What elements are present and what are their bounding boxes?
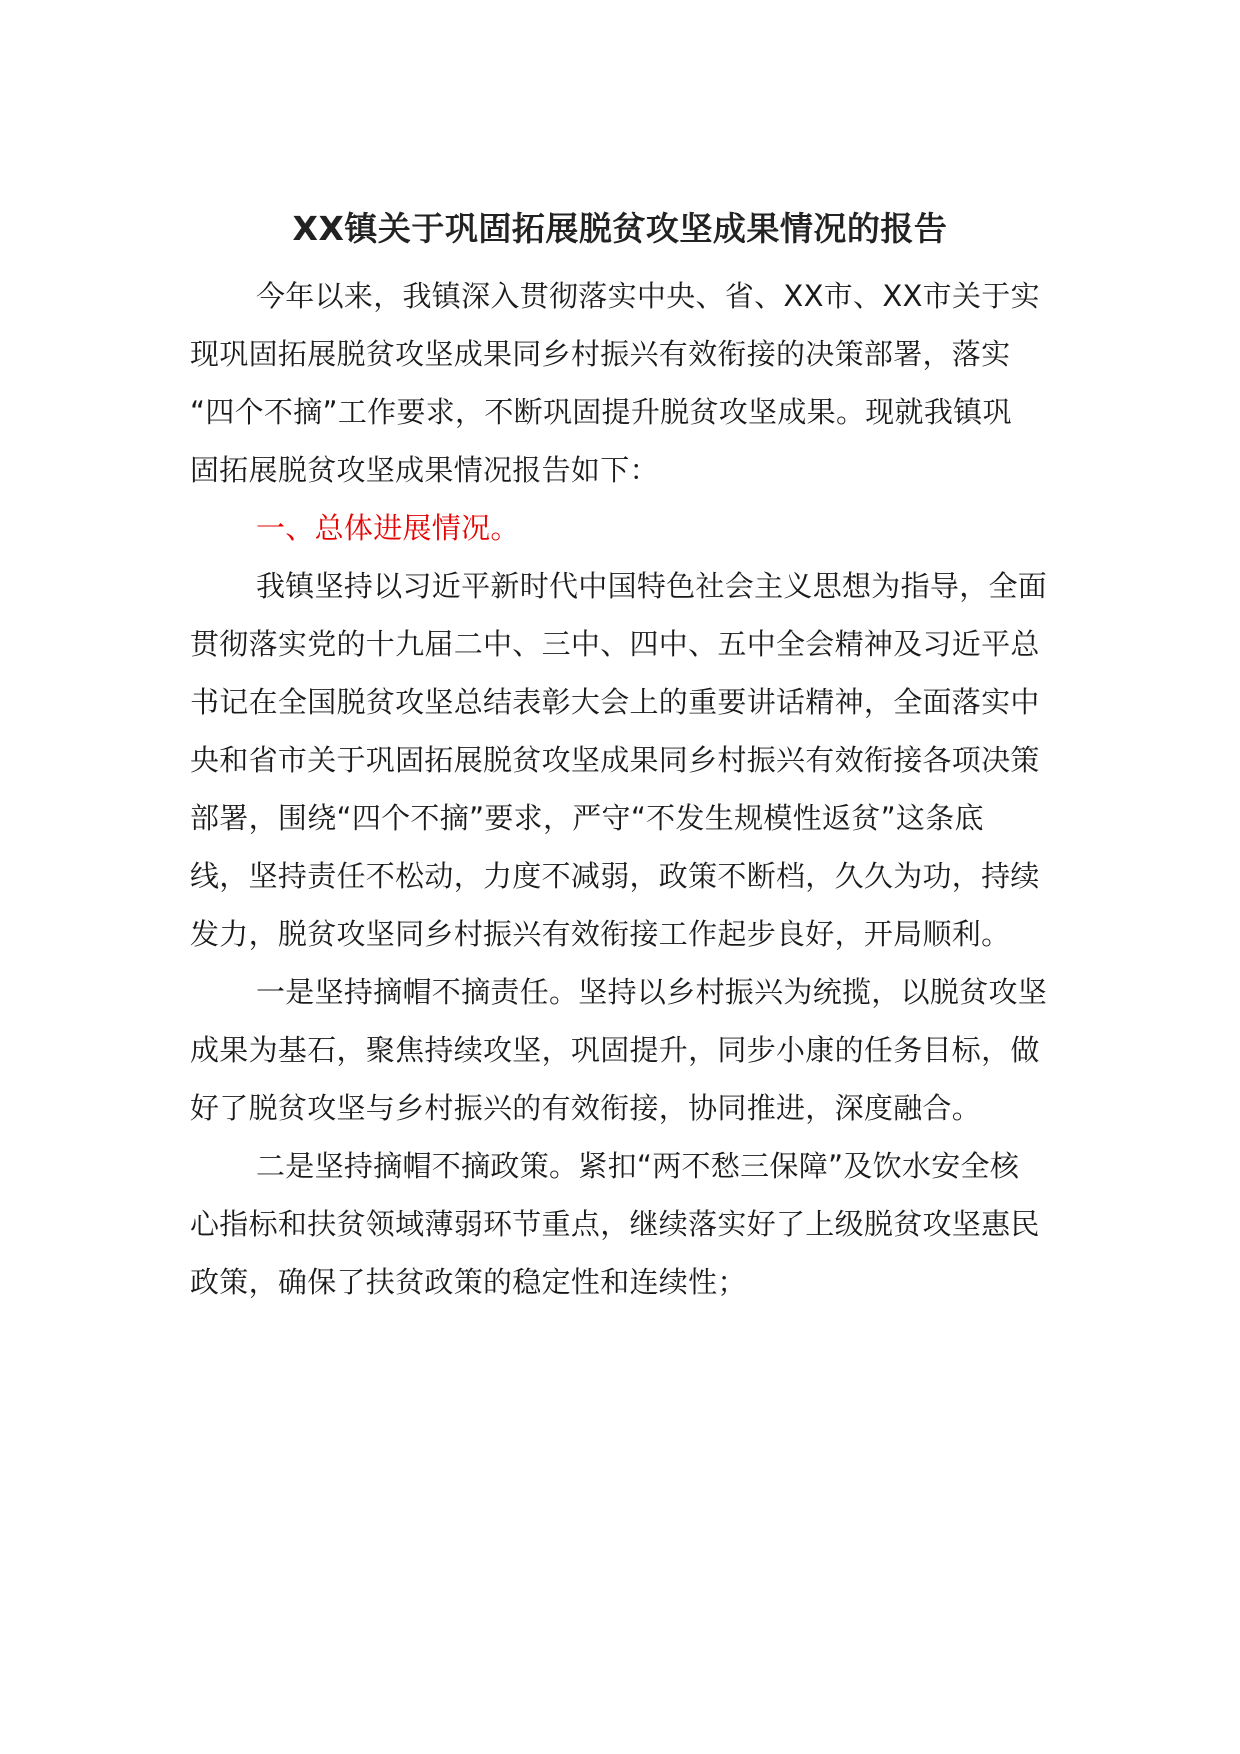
paragraph-line: 我镇坚持以习近平新时代中国特色社会主义思想为指导，全面	[256, 569, 1048, 603]
paragraph-line: 今年以来，我镇深入贯彻落实中央、省、XX市、XX市关于实	[256, 279, 1040, 313]
paragraph-line: 一是坚持摘帽不摘责任。坚持以乡村振兴为统揽，以脱贫攻坚	[256, 975, 1048, 1009]
paragraph-line: 心指标和扶贫领域薄弱环节重点，继续落实好了上级脱贫攻坚惠民	[190, 1207, 1040, 1241]
paragraph-line: 部署，围绕“四个不摘”要求，严守“不发生规模性返贫”这条底	[190, 801, 984, 835]
paragraph-line: 好了脱贫攻坚与乡村振兴的有效衔接，协同推进，深度融合。	[190, 1091, 982, 1125]
paragraph-line: 现巩固拓展脱贫攻坚成果同乡村振兴有效衔接的决策部署，落实	[190, 337, 1011, 371]
paragraph-line: 成果为基石，聚焦持续攻坚，巩固提升，同步小康的任务目标，做	[190, 1033, 1040, 1067]
paragraph-line: 书记在全国脱贫攻坚总结表彰大会上的重要讲话精神，全面落实中	[190, 685, 1040, 719]
paragraph-line: 央和省市关于巩固拓展脱贫攻坚成果同乡村振兴有效衔接各项决策	[190, 743, 1040, 777]
paragraph-line: 固拓展脱贫攻坚成果情况报告如下：	[190, 453, 659, 487]
paragraph-line: “四个不摘”工作要求，不断巩固提升脱贫攻坚成果。现就我镇巩	[190, 395, 1012, 429]
paragraph-line: 二是坚持摘帽不摘政策。紧扣“两不愁三保障”及饮水安全核	[256, 1149, 1020, 1183]
document-title: XX镇关于巩固拓展脱贫攻坚成果情况的报告	[292, 209, 948, 248]
paragraph-line: 贯彻落实党的十九届二中、三中、四中、五中全会精神及习近平总	[190, 627, 1040, 661]
paragraph-line: 政策，确保了扶贫政策的稳定性和连续性；	[190, 1265, 747, 1299]
paragraph-line: 发力，脱贫攻坚同乡村振兴有效衔接工作起步良好，开局顺利。	[190, 917, 1011, 951]
paragraph-line: 线，坚持责任不松动，力度不减弱，政策不断档，久久为功，持续	[190, 859, 1040, 893]
section-heading: 一、总体进展情况。	[256, 511, 520, 545]
